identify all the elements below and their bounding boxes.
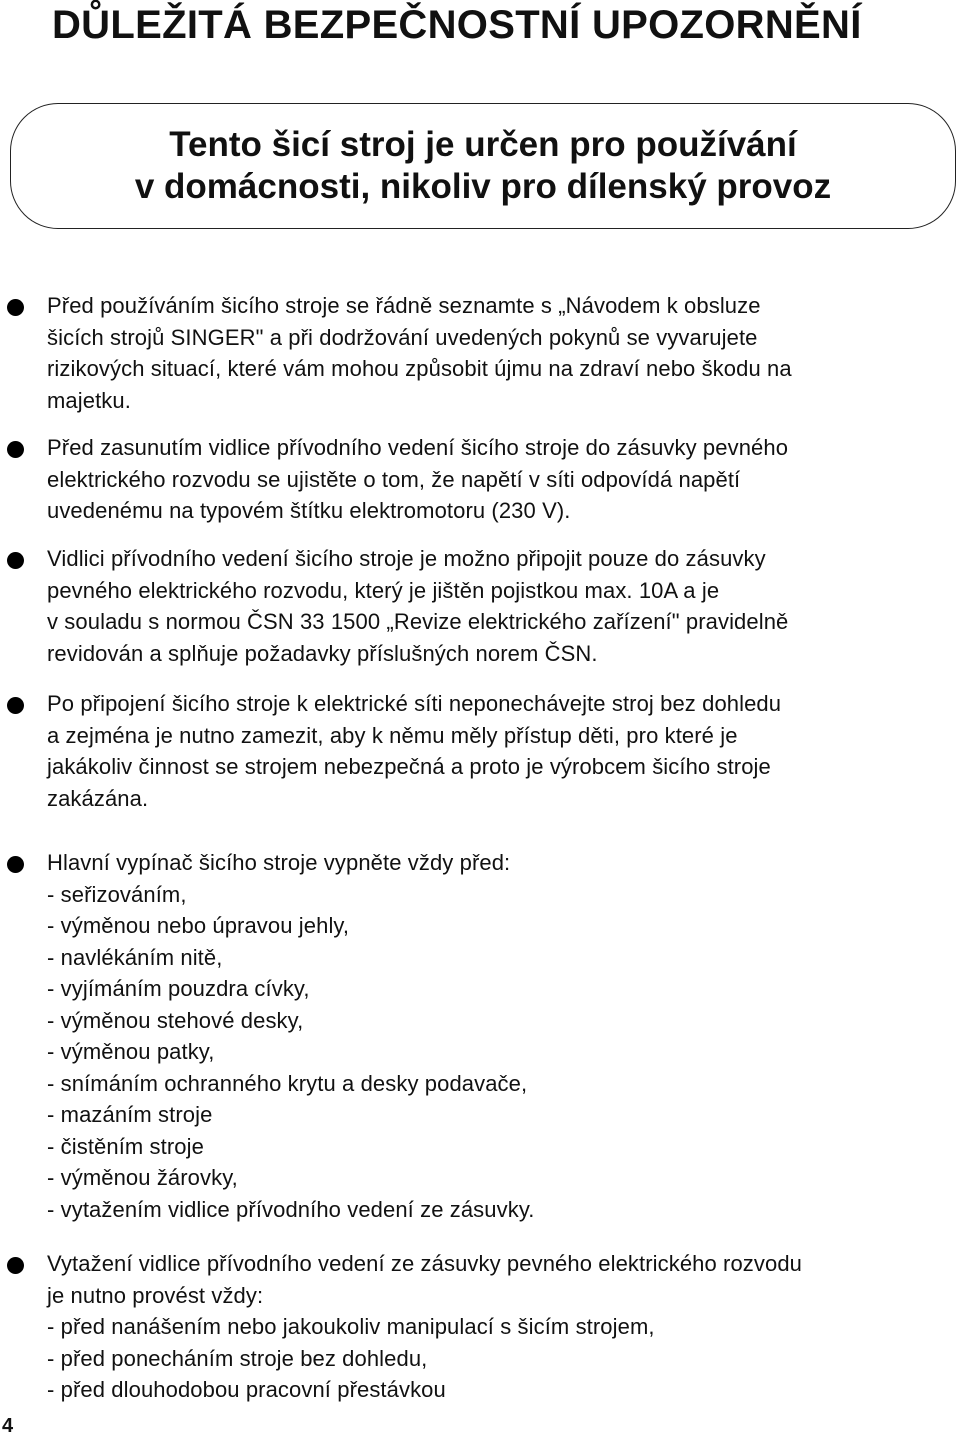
- bullet-line: Před zasunutím vidlice přívodního vedení šicího stroje do zásuvky pevného: [47, 435, 789, 460]
- bullet-dot-icon: [7, 552, 24, 569]
- bullet-line: v souladu s normou ČSN 33 1500 „Revize elektrického zařízení" pravidelně: [47, 609, 789, 634]
- bullet-dot-icon: [7, 441, 24, 458]
- bullet-line: - vyjímáním pouzdra cívky,: [47, 976, 310, 1001]
- bullet-text: [47, 847, 954, 1225]
- bullet-dot-icon: [7, 856, 24, 873]
- bullet-line: - čistěním stroje: [47, 1133, 204, 1159]
- bullet-line: - mazáním stroje: [47, 1102, 213, 1127]
- bullet-line: - vytažením vidlice přívodního vedení ze zásuvky.: [47, 1196, 535, 1222]
- notice-line-1: Tento šicí stroj je určen pro používání: [169, 125, 797, 164]
- bullet-line: - seřizováním,: [47, 881, 187, 907]
- bullet-line: - snímáním ochranného krytu a desky podavače,: [47, 1070, 528, 1096]
- bullet-dot-icon: [7, 1257, 24, 1274]
- bullet-line: uvedenému na typovém štítku elektromotoru (230 V).: [47, 498, 571, 523]
- bullet-dot-icon: [7, 299, 24, 316]
- bullet-text: [47, 290, 954, 416]
- page-title: DŮLEŽITÁ BEZPEČNOSTNÍ UPOZORNĚNÍ: [52, 3, 862, 47]
- bullet-line: revidován a splňuje požadavky příslušných norem ČSN.: [47, 640, 598, 666]
- bullet-line: Před používáním šicího stroje se řádně seznamte s „Návodem k obsluze: [47, 293, 761, 318]
- bullet-line: - výměnou žárovky,: [47, 1165, 238, 1190]
- bullet-line: Vidlici přívodního vedení šicího stroje je možno připojit pouze do zásuvky: [47, 546, 766, 571]
- bullet-line: majetku.: [47, 387, 131, 413]
- bullet-dot-icon: [7, 697, 24, 714]
- bullet-line: - před dlouhodobou pracovní přestávkou: [47, 1377, 446, 1402]
- bullet-line: - výměnou nebo úpravou jehly,: [47, 913, 350, 938]
- bullet-line: Vytažení vidlice přívodního vedení ze zásuvky pevného elektrického rozvodu: [47, 1251, 803, 1276]
- bullet-text: [47, 688, 954, 814]
- bullet-line: - navlékáním nitě,: [47, 944, 223, 970]
- notice-box: [10, 103, 956, 229]
- bullet-line: pevného elektrického rozvodu, který je jištěn pojistkou max. 10A a je: [47, 577, 720, 603]
- bullet-line: Hlavní vypínač šicího stroje vypněte vždy před:: [47, 850, 511, 875]
- bullet-text: [47, 432, 954, 527]
- page-number: 4: [2, 1415, 14, 1437]
- bullet-line: šicích strojů SINGER" a při dodržování uvedených pokynů se vyvarujete: [47, 324, 758, 350]
- bullet-line: - výměnou patky,: [47, 1039, 215, 1064]
- bullet-line: Po připojení šicího stroje k elektrické síti neponechávejte stroj bez dohledu: [47, 691, 782, 716]
- notice-line-2: v domácnosti, nikoliv pro dílenský provoz: [134, 167, 832, 206]
- bullet-line: je nutno provést vždy:: [47, 1282, 264, 1308]
- bullet-line: - před ponecháním stroje bez dohledu,: [47, 1345, 428, 1371]
- bullet-line: jakákoliv činnost se strojem nebezpečná a proto je výrobcem šicího stroje: [47, 754, 771, 779]
- bullet-line: - výměnou stehové desky,: [47, 1007, 304, 1033]
- bullet-text: [47, 1248, 954, 1406]
- bullet-line: elektrického rozvodu se ujistěte o tom, že napětí v síti odpovídá napětí: [47, 466, 741, 492]
- bullet-line: a zejména je nutno zamezit, aby k němu měly přístup děti, pro které je: [47, 722, 738, 748]
- bullet-line: - před nanášením nebo jakoukoliv manipulací s šicím strojem,: [47, 1314, 655, 1339]
- bullet-text: [47, 543, 954, 669]
- bullet-line: zakázána.: [47, 785, 149, 811]
- bullet-line: rizikových situací, které vám mohou způsobit újmu na zdraví nebo škodu na: [47, 356, 792, 381]
